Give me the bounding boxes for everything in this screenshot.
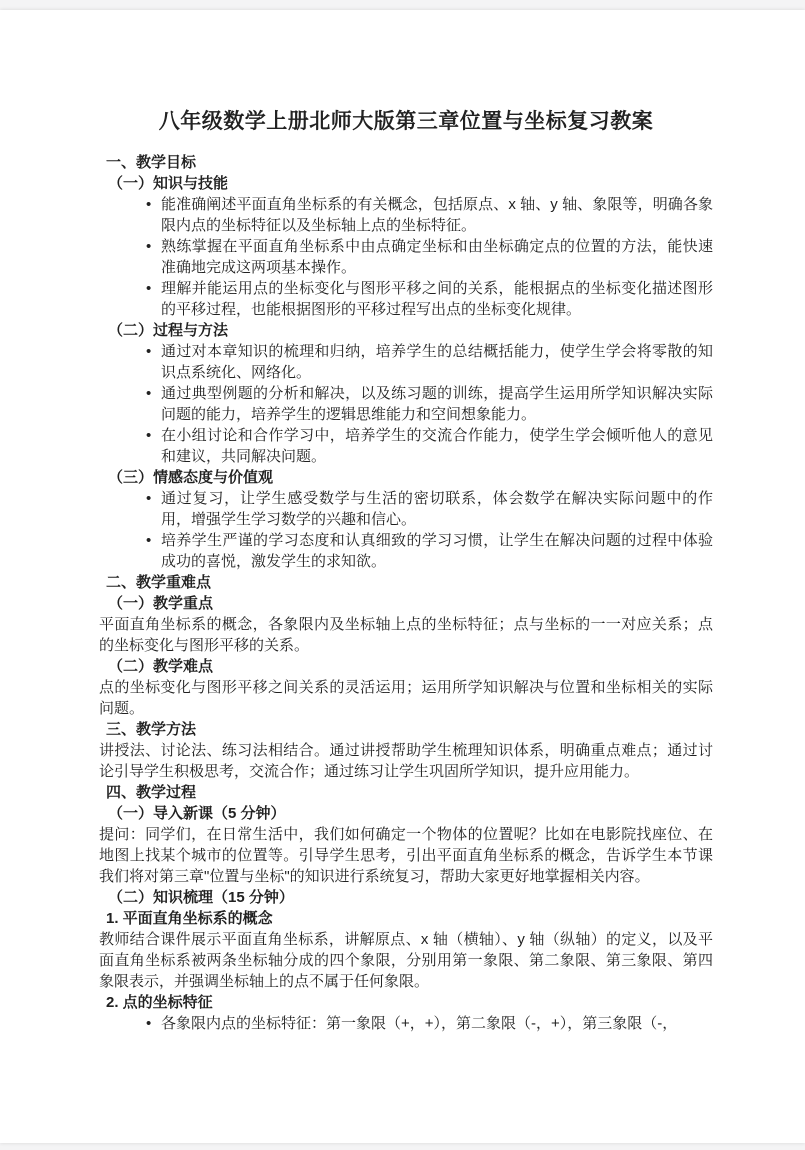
bullet-text: 通过对本章知识的梳理和归纳，培养学生的总结概括能力，使学生学会将零散的知识点系统化、网络化。 — [161, 343, 713, 381]
subsection-heading: （二）知识梳理（15 分钟） — [108, 889, 294, 906]
paragraph: 点的坐标变化与图形平移之间关系的灵活运用；运用所学知识解决与位置和坐标相关的实际问题。 — [99, 679, 713, 717]
bullet-item — [99, 341, 713, 383]
bullet-text: 各象限内点的坐标特征：第一象限（+，+），第二象限（-，+），第三象限（-， — [161, 1015, 678, 1032]
subsection-heading: （一）教学重点 — [108, 595, 214, 612]
paragraph: 讲授法、讨论法、练习法相结合。通过讲授帮助学生梳理知识体系，明确重点难点；通过讨论引导学生积极思考，交流合作；通过练习让学生巩固所学知识，提升应用能力。 — [99, 742, 713, 780]
subsection-heading: （一）知识与技能 — [108, 175, 229, 192]
bullet-text: 通过典型例题的分析和解决，以及练习题的训练，提高学生运用所学知识解决实际问题的能力，培养学生的逻辑思维能力和空间想象能力。 — [161, 385, 713, 423]
bullet-item — [99, 236, 713, 278]
section-heading: 一、教学目标 — [106, 154, 197, 171]
bullet-text: 理解并能运用点的坐标变化与图形平移之间的关系，能根据点的坐标变化描述图形的平移过程，也能根据图形的平移过程写出点的坐标变化规律。 — [161, 280, 713, 318]
document-page — [0, 10, 805, 1143]
document-title: 八年级数学上册北师大版第三章位置与坐标复习教案 — [158, 110, 654, 133]
subsection-heading: （二）教学难点 — [108, 658, 214, 675]
bullet-item — [99, 488, 713, 530]
bullet-marker: • — [146, 280, 152, 297]
subsection-heading: （一）导入新课（5 分钟） — [108, 805, 286, 822]
bullet-marker: • — [146, 385, 152, 402]
bullet-marker: • — [146, 1015, 152, 1032]
section-heading: 二、教学重难点 — [106, 574, 212, 591]
paragraph: 提问：同学们，在日常生活中，我们如何确定一个物体的位置呢？比如在电影院找座位、在地图上找某个城市的位置等。引导学生思考，引出平面直角坐标系的概念，告诉学生本节课我们将对第三章"位置与坐标"的知识进行系统复习，帮助大家更好地掌握相关内容。 — [99, 826, 713, 885]
bullet-text: 培养学生严谨的学习态度和认真细致的学习习惯，让学生在解决问题的过程中体验成功的喜悦，激发学生的求知欲。 — [161, 532, 713, 570]
bullet-text: 通过复习，让学生感受数学与生活的密切联系，体会数学在解决实际问题中的作用，增强学生学习数学的兴趣和信心。 — [161, 490, 713, 528]
numbered-heading: 2. 点的坐标特征 — [106, 994, 213, 1011]
bullet-text: 熟练掌握在平面直角坐标系中由点确定坐标和由坐标确定点的位置的方法，能快速准确地完成这两项基本操作。 — [161, 238, 713, 276]
bullet-marker: • — [146, 532, 152, 549]
subsection-heading: （二）过程与方法 — [108, 322, 229, 339]
section-heading: 三、教学方法 — [106, 721, 197, 738]
bullet-item — [99, 194, 713, 236]
bullet-item — [99, 425, 713, 467]
paragraph: 教师结合课件展示平面直角坐标系，讲解原点、x 轴（横轴）、y 轴（纵轴）的定义，以及平面直角坐标系被两条坐标轴分成的四个象限，分别用第一象限、第二象限、第三象限、第四象限表示，并强调坐标轴上的点不属于任何象限。 — [99, 931, 713, 990]
bullet-marker: • — [146, 490, 152, 507]
bullet-text: 在小组讨论和合作学习中，培养学生的交流合作能力，使学生学会倾听他人的意见和建议，共同解决问题。 — [161, 427, 713, 465]
bullet-item — [99, 1013, 713, 1034]
bullet-item — [99, 383, 713, 425]
bullet-marker: • — [146, 427, 152, 444]
bullet-marker: • — [146, 343, 152, 360]
bullet-text: 能准确阐述平面直角坐标系的有关概念，包括原点、x 轴、y 轴、象限等，明确各象限内点的坐标特征以及坐标轴上点的坐标特征。 — [161, 196, 713, 234]
bullet-item — [99, 278, 713, 320]
section-heading: 四、教学过程 — [106, 784, 197, 801]
paragraph: 平面直角坐标系的概念，各象限内及坐标轴上点的坐标特征；点与坐标的一一对应关系；点的坐标变化与图形平移的关系。 — [99, 616, 713, 654]
subsection-heading: （三）情感态度与价值观 — [108, 469, 274, 486]
bullet-marker: • — [146, 196, 152, 213]
bullet-marker: • — [146, 238, 152, 255]
numbered-heading: 1. 平面直角坐标系的概念 — [106, 910, 273, 927]
bullet-item — [99, 530, 713, 572]
